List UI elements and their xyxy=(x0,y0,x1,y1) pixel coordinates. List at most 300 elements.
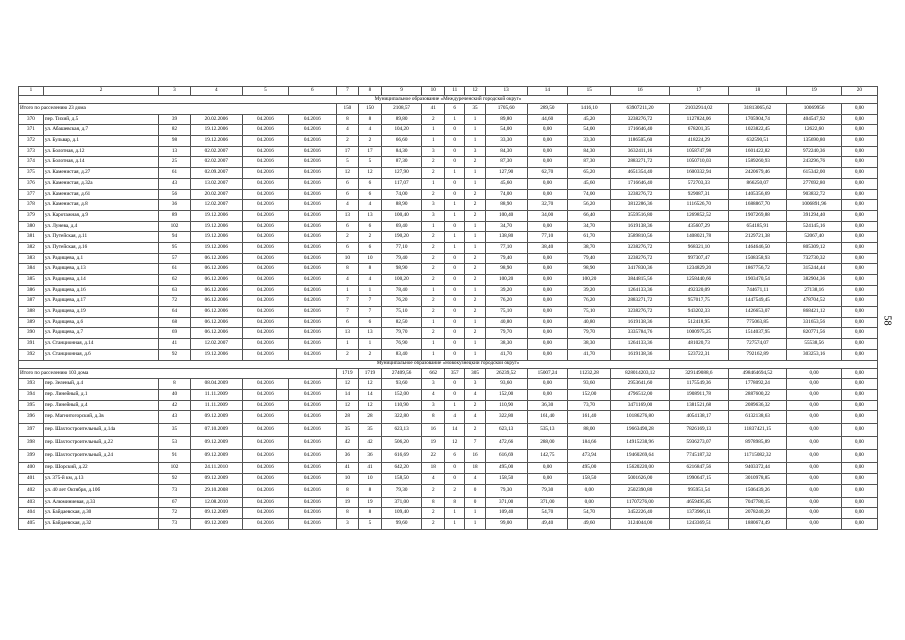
table-cell: 382 xyxy=(19,242,44,253)
table-cell: 1234829,20 xyxy=(669,264,728,275)
table-cell: 1447549,45 xyxy=(728,296,787,307)
table-cell: 866250,07 xyxy=(728,178,787,189)
table-cell: 04.2016 xyxy=(242,232,288,243)
table-cell: 79,70 xyxy=(485,328,527,339)
table-cell: 79,70 xyxy=(381,328,422,339)
table-row xyxy=(19,253,878,264)
table-cell: 6 xyxy=(336,189,359,200)
table-cell: 41,70 xyxy=(485,349,527,360)
table-cell: 1 xyxy=(465,136,485,147)
table-cell: 0,00 xyxy=(527,328,568,339)
table-cell: пер. Тихий, д.5 xyxy=(43,114,158,125)
table-row xyxy=(19,349,878,360)
table-cell: 3 xyxy=(159,87,191,96)
table-cell: 0,00 xyxy=(841,125,877,136)
table-cell: 12 xyxy=(465,87,485,96)
table-row xyxy=(19,328,878,339)
table-cell: 524145,16 xyxy=(787,221,841,232)
table-cell: 1127824,06 xyxy=(669,114,728,125)
table-cell: 02.09.2007 xyxy=(190,168,242,179)
table-cell: 0,00 xyxy=(841,317,877,328)
table-cell: 42 xyxy=(359,437,382,450)
table-cell: 56 xyxy=(159,189,191,200)
table-cell: 744671,11 xyxy=(728,285,787,296)
table-cell: 1264133,36 xyxy=(611,285,670,296)
table-cell: 1 xyxy=(465,508,485,519)
table-cell: 76,20 xyxy=(485,296,527,307)
table-cell: ул. Каменистая, д.61 xyxy=(43,189,158,200)
table-cell: 55538,56 xyxy=(787,339,841,350)
table-cell: 04.2016 xyxy=(289,450,336,463)
table-cell: 11707276,00 xyxy=(611,497,670,508)
table-cell: 943202,33 xyxy=(669,307,728,318)
table-cell: 1 xyxy=(422,178,445,189)
table-cell: 142,75 xyxy=(527,450,568,463)
table-cell: 2 xyxy=(465,200,485,211)
table-cell: 2 xyxy=(422,242,445,253)
table-cell: 74,00 xyxy=(568,189,611,200)
table-cell: 572703,33 xyxy=(669,178,728,189)
table-cell: пер. Шахтостроительный, д.22 xyxy=(43,437,158,450)
table-cell: 04.2016 xyxy=(289,136,336,147)
table-cell: 1 xyxy=(465,285,485,296)
table-cell: 100,20 xyxy=(568,275,611,286)
table-cell: 14 xyxy=(359,389,382,400)
table-cell: 110,90 xyxy=(485,400,527,411)
table-cell: 4 xyxy=(190,87,242,96)
table-cell: 74,00 xyxy=(485,189,527,200)
table-cell: 12 xyxy=(336,379,359,390)
table-cell: ул. Радищева, д.16 xyxy=(43,285,158,296)
table-cell: 3 xyxy=(422,210,445,221)
table-cell: 2 xyxy=(422,253,445,264)
table-row xyxy=(19,264,878,275)
table-cell: 42 xyxy=(159,400,191,411)
table-cell: 968321,10 xyxy=(669,242,728,253)
table-cell: 383 xyxy=(19,253,44,264)
table-cell: 371,00 xyxy=(485,497,527,508)
table-cell: 100,40 xyxy=(381,210,422,221)
table-cell: 4 xyxy=(422,473,445,484)
table-cell: 0,00 xyxy=(841,232,877,243)
table-cell: 495,00 xyxy=(485,463,527,474)
table-row xyxy=(19,437,878,450)
table-cell: 1619138,36 xyxy=(611,221,670,232)
table-cell: 19.12.2006 xyxy=(190,221,242,232)
table-cell: 1050710,03 xyxy=(669,157,728,168)
table-cell: 1 xyxy=(445,114,465,125)
table-row xyxy=(19,317,878,328)
table-cell: 0,00 xyxy=(787,497,841,508)
table-cell: 19 xyxy=(359,497,382,508)
table-cell: 0 xyxy=(445,328,465,339)
table-cell: 72 xyxy=(159,296,191,307)
table-cell: пер. Линейный, д.1 xyxy=(43,389,158,400)
table-cell: 3238276,72 xyxy=(611,253,670,264)
table-cell: 04.2016 xyxy=(242,189,288,200)
table-cell: 17 xyxy=(336,146,359,157)
table-cell: 04.2016 xyxy=(242,339,288,350)
table-cell: 91 xyxy=(159,450,191,463)
table-cell: 1 xyxy=(465,232,485,243)
table-cell: 2 xyxy=(465,157,485,168)
table-cell: 7745187,32 xyxy=(669,450,728,463)
table-cell: 06.12.2006 xyxy=(190,317,242,328)
table-cell: 74,00 xyxy=(381,189,422,200)
table-cell: ул. Путейская, д.11 xyxy=(43,232,158,243)
table-cell: 6216847,56 xyxy=(669,463,728,474)
table-cell: 616,69 xyxy=(381,450,422,463)
table-cell: 04.2016 xyxy=(289,437,336,450)
table-cell: 3452226,40 xyxy=(611,508,670,519)
table-cell: 0,00 xyxy=(527,178,568,189)
table-cell: 0 xyxy=(445,136,465,147)
table-cell: 35 xyxy=(359,424,382,437)
table-cell: 7047780,15 xyxy=(728,497,787,508)
table-row xyxy=(19,210,878,221)
table-cell: 83,40 xyxy=(381,349,422,360)
table-cell: 161,40 xyxy=(568,411,611,424)
table-cell: ул. Абашевская, д.7 xyxy=(43,125,158,136)
table-cell: 2 xyxy=(465,253,485,264)
table-row xyxy=(19,497,878,508)
table-cell: 2 xyxy=(422,484,445,497)
table-cell: 12 xyxy=(336,168,359,179)
table-cell: 0,00 xyxy=(787,400,841,411)
table-cell: 2078240,29 xyxy=(728,508,787,519)
table-cell: 775063,85 xyxy=(728,317,787,328)
table-cell: 0,00 xyxy=(841,136,877,147)
table-cell: 5 xyxy=(336,157,359,168)
table-cell: 372 xyxy=(19,136,44,147)
table-cell: 5 xyxy=(359,519,382,530)
table-cell: 04.2016 xyxy=(242,508,288,519)
table-cell: 04.2016 xyxy=(289,307,336,318)
table-row xyxy=(19,125,878,136)
table-cell: 06.12.2006 xyxy=(190,253,242,264)
table-cell: 04.2016 xyxy=(289,484,336,497)
table-cell: 373 xyxy=(19,146,44,157)
table-cell: 39,20 xyxy=(485,285,527,296)
table-cell: 69,40 xyxy=(381,221,422,232)
table-cell: 4651354,40 xyxy=(611,168,670,179)
table-cell: 8 xyxy=(359,87,382,96)
table-cell: 8 xyxy=(422,497,445,508)
table-cell: 331653,56 xyxy=(787,317,841,328)
table-cell: 04.2016 xyxy=(242,264,288,275)
table-cell: 06.12.2006 xyxy=(190,285,242,296)
table-cell: 09.12.2009 xyxy=(190,508,242,519)
table-cell: 0,00 xyxy=(841,328,877,339)
table-cell: 62,70 xyxy=(527,168,568,179)
table-cell: 495,00 xyxy=(568,463,611,474)
table-cell: 0,00 xyxy=(841,285,877,296)
table-cell: 04.2016 xyxy=(242,400,288,411)
table-cell: 0 xyxy=(445,178,465,189)
table-cell: 36 xyxy=(159,200,191,211)
table-cell: 322,80 xyxy=(381,411,422,424)
table-cell: 13 xyxy=(359,328,382,339)
table-cell: 6 xyxy=(289,87,336,96)
table-cell: 375 xyxy=(19,168,44,179)
table-cell: 38,30 xyxy=(568,339,611,350)
table-cell: 472,66 xyxy=(485,437,527,450)
table-cell: 184,66 xyxy=(568,437,611,450)
table-cell: 98,90 xyxy=(485,264,527,275)
table-cell: 2 xyxy=(465,264,485,275)
table-cell: 0,00 xyxy=(568,497,611,508)
table-cell: 3 xyxy=(422,146,445,157)
table-cell: 4 xyxy=(336,275,359,286)
table-cell: 2 xyxy=(422,232,445,243)
table-cell: 0,00 xyxy=(841,168,877,179)
table-cell: 102 xyxy=(159,221,191,232)
table-row xyxy=(19,285,878,296)
table-cell: 20.02.2007 xyxy=(190,189,242,200)
table-cell: 76,90 xyxy=(381,339,422,350)
table-cell: 0,00 xyxy=(787,450,841,463)
table-cell: 54,70 xyxy=(527,508,568,519)
table-cell: 16 xyxy=(422,424,445,437)
table-cell: 12622,60 xyxy=(787,125,841,136)
table-cell: 34,70 xyxy=(568,221,611,232)
table-cell: 152,00 xyxy=(568,389,611,400)
table-cell: 02.02.2007 xyxy=(190,146,242,157)
table-cell: 623,13 xyxy=(485,424,527,437)
table-cell: 04.2016 xyxy=(289,339,336,350)
table-cell: 2 xyxy=(465,296,485,307)
table-cell: 632590,51 xyxy=(728,136,787,147)
table-cell: 1907269,88 xyxy=(728,210,787,221)
table-cell: 54,00 xyxy=(485,125,527,136)
table-cell: пер. Шахтостроительный, д.24 xyxy=(43,450,158,463)
table-cell: ул. Болотная, д.12 xyxy=(43,146,158,157)
table-cell: 535,13 xyxy=(527,424,568,437)
table-cell: 99,60 xyxy=(381,519,422,530)
table-cell: 2129721,38 xyxy=(728,232,787,243)
table-cell: 109,40 xyxy=(381,508,422,519)
table-cell: 13 xyxy=(336,328,359,339)
table-cell: 1381521,68 xyxy=(669,400,728,411)
table-cell: 382904,36 xyxy=(787,275,841,286)
table-cell: 41 xyxy=(159,339,191,350)
table-cell: 1023822,45 xyxy=(728,125,787,136)
table-cell: 04.2016 xyxy=(242,253,288,264)
table-cell: 13 xyxy=(159,146,191,157)
table-cell: 0,00 xyxy=(841,146,877,157)
table-cell: 69 xyxy=(159,328,191,339)
table-cell: 6 xyxy=(359,242,382,253)
table-cell: 14 xyxy=(445,424,465,437)
table-cell: 2 xyxy=(422,519,445,530)
table-cell: 04.2016 xyxy=(289,411,336,424)
table-cell: 04.2016 xyxy=(242,463,288,474)
table-cell: 127,90 xyxy=(381,168,422,179)
table-cell: 277692,80 xyxy=(787,178,841,189)
table-cell: 0,00 xyxy=(787,463,841,474)
table-cell: ул. Каротажная, д.9 xyxy=(43,210,158,221)
table-cell: 386 xyxy=(19,285,44,296)
table-cell: 15 xyxy=(568,87,611,96)
table-cell: ул. Станционная, д.14 xyxy=(43,339,158,350)
table-cell: 0 xyxy=(445,349,465,360)
table-cell: 87,30 xyxy=(485,157,527,168)
table-cell: 88,90 xyxy=(485,200,527,211)
table-cell: 12 xyxy=(359,168,382,179)
table-cell: 8 xyxy=(445,497,465,508)
table-cell: 62 xyxy=(159,275,191,286)
table-cell: 1514037,95 xyxy=(728,328,787,339)
table-cell: 04.2016 xyxy=(289,424,336,437)
table-cell: 0,00 xyxy=(527,221,568,232)
table-cell: 1705904,74 xyxy=(728,114,787,125)
table-cell: 654185,91 xyxy=(728,221,787,232)
table-cell: 1 xyxy=(445,200,465,211)
table-cell: 1006891,96 xyxy=(787,200,841,211)
table-cell: 6 xyxy=(336,178,359,189)
table-cell: 09.12.2009 xyxy=(190,473,242,484)
table-cell: 06.12.2006 xyxy=(190,275,242,286)
table-cell: 150 xyxy=(359,104,382,115)
table-row xyxy=(19,136,878,147)
table-cell: 0,00 xyxy=(841,200,877,211)
table-cell: 0 xyxy=(445,463,465,474)
table-cell: 8978985,89 xyxy=(728,437,787,450)
table-cell: 0,00 xyxy=(841,349,877,360)
table-cell: 89,80 xyxy=(485,114,527,125)
table-cell: 100,40 xyxy=(485,210,527,221)
table-cell: 34,00 xyxy=(527,210,568,221)
table-cell: 6 xyxy=(359,189,382,200)
table-cell: ул. Радищева, д.7 xyxy=(43,328,158,339)
table-cell: 0,00 xyxy=(841,437,877,450)
table-cell: 820771,56 xyxy=(787,328,841,339)
table-cell: ул. Бульвар, д.1 xyxy=(43,136,158,147)
table-cell: 82 xyxy=(159,125,191,136)
table-cell: 0,00 xyxy=(841,484,877,497)
table-cell: 0,00 xyxy=(787,411,841,424)
table-cell: 54,70 xyxy=(568,508,611,519)
table-cell: 378 xyxy=(19,200,44,211)
table-cell: Итого по расселению 23 дома xyxy=(19,104,337,115)
table-cell: 0,00 xyxy=(841,264,877,275)
table-cell: 0,00 xyxy=(568,484,611,497)
table-cell: 76,20 xyxy=(568,296,611,307)
table-cell: 09.12.2009 xyxy=(190,411,242,424)
table-cell: 61 xyxy=(159,264,191,275)
table-cell: 161,40 xyxy=(527,411,568,424)
table-cell: 10 xyxy=(359,253,382,264)
table-cell: 20 xyxy=(841,87,877,96)
table-cell: 93,60 xyxy=(381,379,422,390)
table-cell: 11.11.2009 xyxy=(190,389,242,400)
table-cell: 3238276,72 xyxy=(611,114,670,125)
table-cell: 04.2016 xyxy=(289,200,336,211)
table-cell: 1186505,60 xyxy=(611,136,670,147)
table-cell: 732730,32 xyxy=(787,253,841,264)
table-cell: 09.12.2009 xyxy=(190,437,242,450)
table-cell: 04.2016 xyxy=(289,232,336,243)
table-cell: 92 xyxy=(159,473,191,484)
table-cell: 6132138,63 xyxy=(728,411,787,424)
table-cell: 29.10.2008 xyxy=(190,484,242,497)
table-cell: 8 xyxy=(336,484,359,497)
table-cell: 1705,60 xyxy=(485,104,527,115)
table-row xyxy=(19,508,878,519)
table-cell: 8 xyxy=(336,114,359,125)
table-cell: 2 xyxy=(422,168,445,179)
table-row xyxy=(19,463,878,474)
table-cell: 8 xyxy=(359,114,382,125)
table-cell: 19663490,28 xyxy=(611,424,670,437)
table-cell: 303253,16 xyxy=(787,349,841,360)
table-cell: 40,80 xyxy=(568,317,611,328)
table-cell: 868421,12 xyxy=(787,307,841,318)
table-cell: 02.02.2007 xyxy=(190,157,242,168)
table-cell: 04.2016 xyxy=(242,411,288,424)
table-cell: 65,20 xyxy=(568,168,611,179)
table-cell: Итого по расселению 103 дома xyxy=(19,368,337,379)
table-cell: 17 xyxy=(669,87,728,96)
table-cell: 1990647,15 xyxy=(669,473,728,484)
table-cell: 09.12.2009 xyxy=(190,519,242,530)
table-cell: 45,20 xyxy=(568,114,611,125)
table-cell: 662 xyxy=(422,368,445,379)
table-row xyxy=(19,473,878,484)
table-cell: 38,40 xyxy=(527,242,568,253)
table-cell: 04.2016 xyxy=(242,146,288,157)
table-cell: 84,30 xyxy=(485,146,527,157)
table-cell: 394 xyxy=(19,389,44,400)
table-cell: 7 xyxy=(359,296,382,307)
table-cell: 0 xyxy=(445,339,465,350)
table-cell: 3 xyxy=(465,146,485,157)
table-row xyxy=(19,189,878,200)
table-cell: 1 xyxy=(465,317,485,328)
table-cell: 135690,80 xyxy=(787,136,841,147)
table-cell: 109,40 xyxy=(485,508,527,519)
table-cell: 41 xyxy=(336,463,359,474)
table-cell: 43 xyxy=(159,411,191,424)
table-cell: 371 xyxy=(19,125,44,136)
table-cell: 87,30 xyxy=(381,157,422,168)
table-cell: 04.2016 xyxy=(242,317,288,328)
table-cell: 04.2016 xyxy=(242,200,288,211)
table-cell: 0,00 xyxy=(841,221,877,232)
table-cell: 498464694,52 xyxy=(728,368,787,379)
table-cell: 04.2016 xyxy=(242,285,288,296)
table-cell: 8 xyxy=(359,484,382,497)
table-cell: 371,00 xyxy=(381,497,422,508)
table-cell: 26239,52 xyxy=(485,368,527,379)
table-cell: 04.2016 xyxy=(289,146,336,157)
table-cell: 0,00 xyxy=(841,296,877,307)
table-cell: 3 xyxy=(336,519,359,530)
table-cell: 11715082,32 xyxy=(728,450,787,463)
table-cell: 110,90 xyxy=(381,400,422,411)
table-cell: 6 xyxy=(445,104,465,115)
table-cell: 405 xyxy=(19,519,44,530)
table-cell: 3238276,72 xyxy=(611,242,670,253)
table-cell: 2 xyxy=(422,307,445,318)
table-cell: 805309,12 xyxy=(787,242,841,253)
table-cell: пер. Магнитогорский, д.3в xyxy=(43,411,158,424)
table-cell: 0,00 xyxy=(841,339,877,350)
table-cell: 04.2016 xyxy=(242,450,288,463)
table-cell: 84,30 xyxy=(568,146,611,157)
table-cell: 4 xyxy=(445,411,465,424)
table-cell: 04.2016 xyxy=(289,508,336,519)
